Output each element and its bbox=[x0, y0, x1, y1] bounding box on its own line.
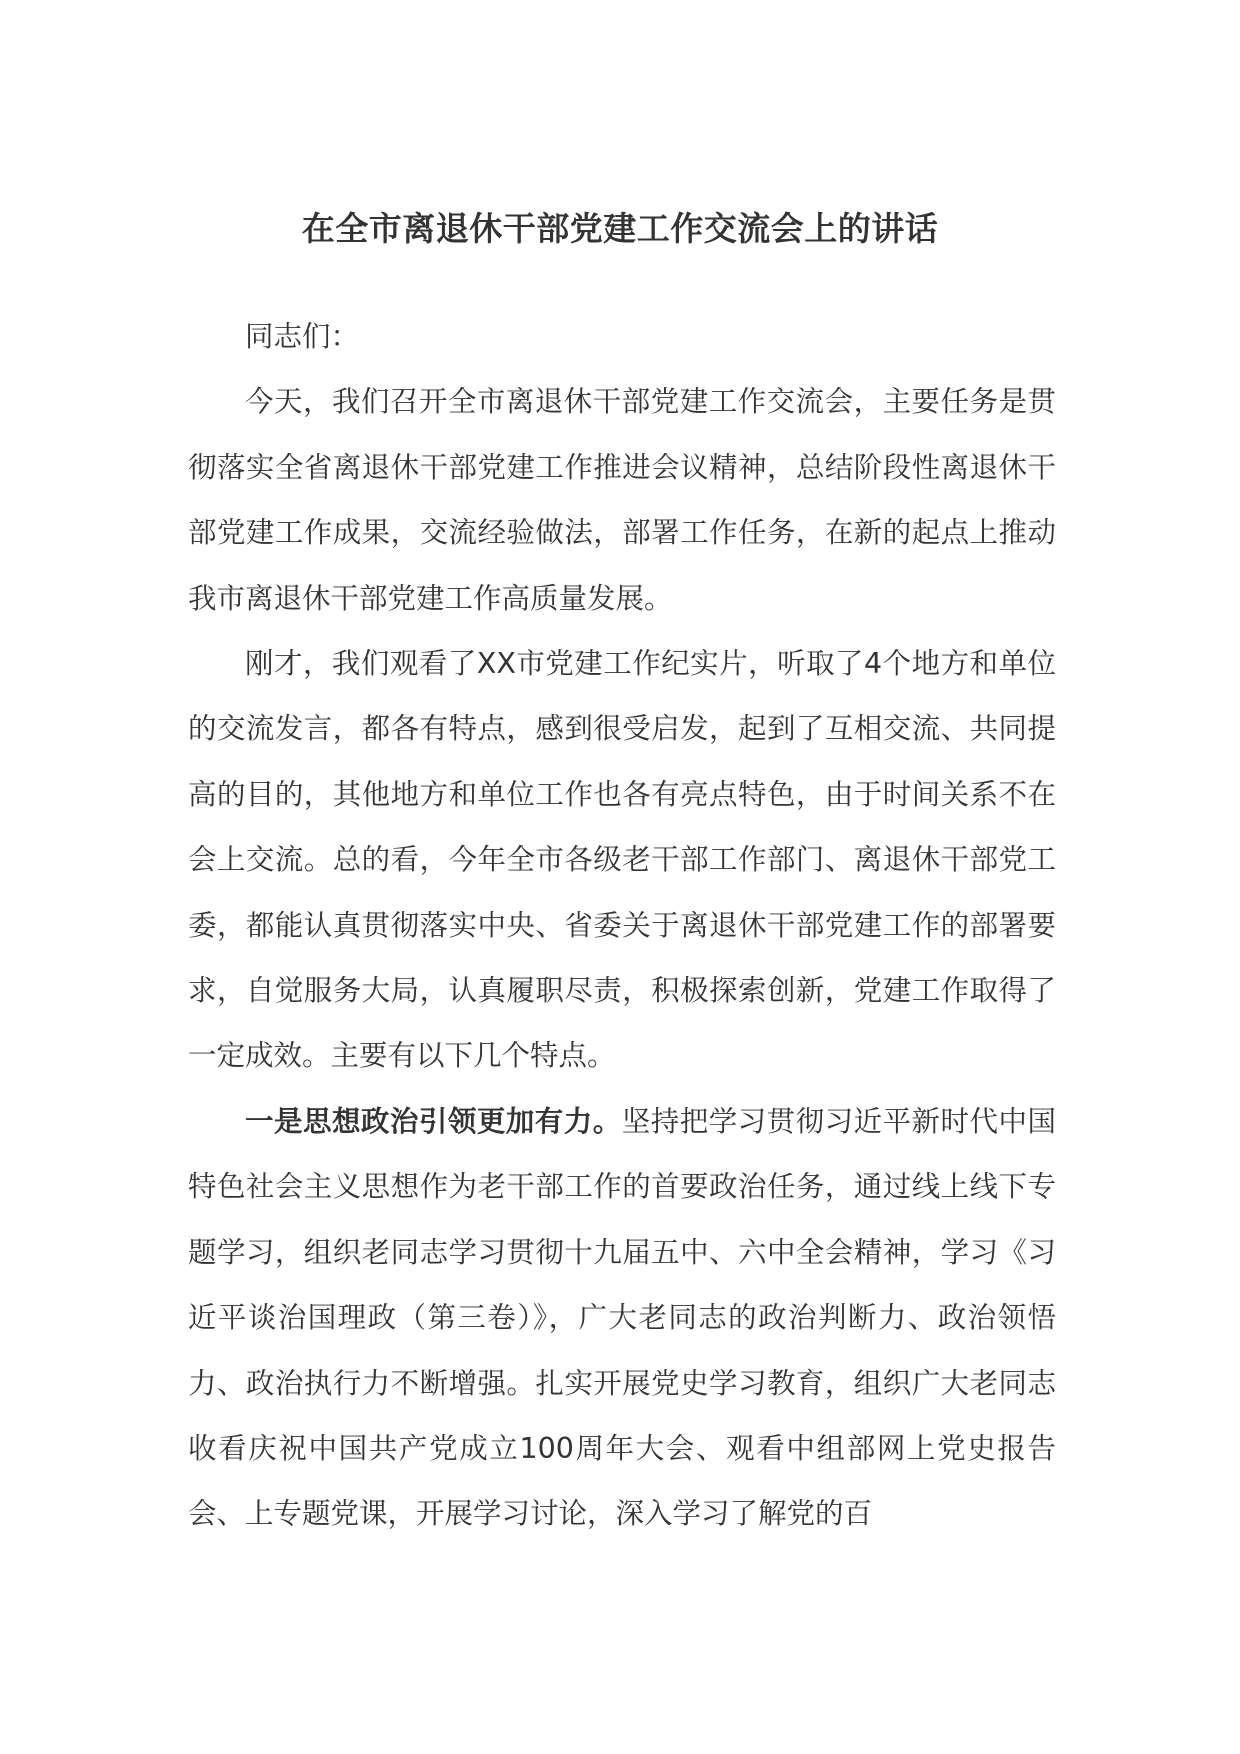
paragraph-point-one-heading: 一是思想政治引领更加有力。 bbox=[245, 1104, 622, 1138]
paragraph-point-one bbox=[188, 1089, 1056, 1547]
document-title: 在全市离退休干部党建工作交流会上的讲话 bbox=[301, 209, 939, 248]
paragraph-summary: 刚才，我们观看了XX市党建工作纪实片，听取了4个地方和单位的交流发言，都各有特点，感到很受启发，起到了互相交流、共同提高的目的，其他地方和单位工作也各有亮点特色，由于时间关系不在会上交流。总的看，今年全市各级老干部工作部门、离退休干部党工委，都能认真贯彻落实中央、省委关于离退休干部党建工作的部署要求，自觉服务大局，认真履职尽责，积极探索创新，党建工作取得了一定成效。主要有以下几个特点。 bbox=[188, 647, 1056, 1073]
paragraph-point-one-text: 坚持把学习贯彻习近平新时代中国特色社会主义思想作为老干部工作的首要政治任务，通过线上线下专题学习，组织老同志学习贯彻十九届五中、六中全会精神，学习《习近平谈治国理政（第三卷）》，广大老同志的政治判断力、政治领悟力、政治执行力不断增强。扎实开展党史学习教育，组织广大老同志收看庆祝中国共产党成立100周年大会、观看中组部网上党史报告会、上专题党课，开展学习讨论，深入学习了解党的百 bbox=[188, 1104, 1056, 1531]
salutation: 同志们： bbox=[245, 320, 360, 353]
document-body bbox=[188, 304, 1056, 1547]
paragraph-intro: 今天，我们召开全市离退休干部党建工作交流会，主要任务是贯彻落实全省离退休干部党建工作推进会议精神，总结阶段性离退休干部党建工作成果，交流经验做法，部署工作任务，在新的起点上推动我市离退休干部党建工作高质量发展。 bbox=[188, 385, 1056, 615]
